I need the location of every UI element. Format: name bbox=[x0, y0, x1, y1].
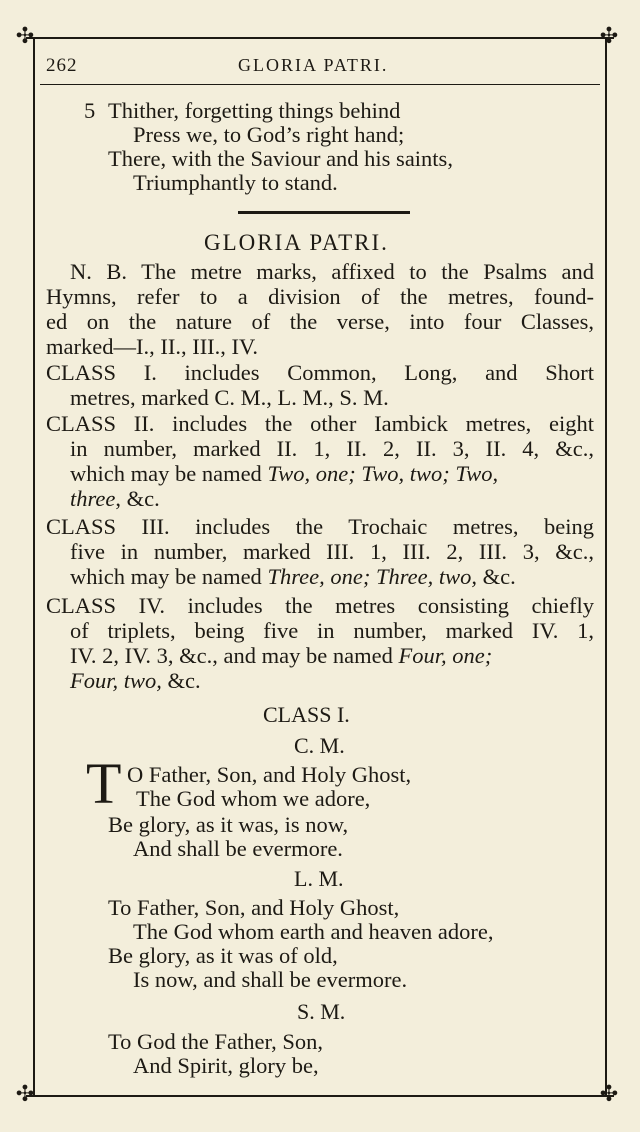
class3-desc-line: CLASS III. includes the Trochaic metres, being bbox=[46, 514, 594, 539]
header-rule bbox=[40, 84, 600, 85]
frame-bottom-rule bbox=[26, 1095, 614, 1097]
metre-heading-cm: C. M. bbox=[294, 733, 345, 758]
metre-heading-lm: L. M. bbox=[294, 866, 344, 891]
corner-ornament-icon: ✣ bbox=[15, 24, 35, 49]
class3-desc-text: which may be named bbox=[70, 564, 268, 589]
class-heading: CLASS I. bbox=[263, 702, 350, 727]
class4-desc-line bbox=[70, 643, 492, 669]
class3-desc-line: five in number, marked III. 1, III. 2, III. 3, &c., bbox=[70, 539, 594, 564]
class3-desc-italic: Three, one; Three, two, bbox=[267, 564, 477, 589]
class2-desc-text: , &c. bbox=[115, 486, 160, 511]
class1-desc-line: metres, marked C. M., L. M., S. M. bbox=[70, 385, 389, 410]
metre-heading-sm: S. M. bbox=[297, 999, 346, 1024]
class2-desc-line: in number, marked II. 1, II. 2, II. 3, II. 4, &c., bbox=[70, 436, 594, 461]
class2-desc-text: which may be named bbox=[70, 461, 268, 486]
doxology-line: Be glory, as it was of old, bbox=[108, 943, 338, 968]
verse-line: Thither, forgetting things behind bbox=[108, 98, 401, 123]
class2-desc-italic: Two, one; Two, two; Two, bbox=[267, 461, 499, 486]
doxology-line: And shall be evermore. bbox=[133, 836, 343, 861]
frame-left-rule bbox=[33, 37, 35, 1095]
verse-line: There, with the Saviour and his saints, bbox=[108, 146, 453, 171]
doxology-line: To God the Father, Son, bbox=[108, 1029, 324, 1054]
doxology-line: The God whom earth and heaven adore, bbox=[133, 919, 494, 944]
doxology-line: Is now, and shall be evermore. bbox=[133, 967, 408, 992]
verse-line: Press we, to God’s right hand; bbox=[133, 122, 405, 147]
doxology-line: To Father, Son, and Holy Ghost, bbox=[108, 895, 400, 920]
class4-desc-text: IV. 2, IV. 3, &c., and may be named bbox=[70, 643, 399, 668]
doxology-line: The God whom we adore, bbox=[136, 786, 371, 811]
section-separator bbox=[238, 211, 410, 214]
class4-desc-italic: Four, one; bbox=[398, 643, 493, 668]
corner-ornament-icon: ✣ bbox=[599, 24, 619, 49]
class2-desc-line: CLASS II. includes the other Iambick metres, eight bbox=[46, 411, 594, 436]
class3-desc-text: &c. bbox=[477, 564, 516, 589]
class4-desc-text: &c. bbox=[161, 668, 201, 693]
note-line: Hymns, refer to a division of the metres, found- bbox=[46, 284, 594, 309]
class2-desc-italic: three bbox=[70, 486, 116, 511]
doxology-line: O Father, Son, and Holy Ghost, bbox=[127, 762, 412, 787]
note-line: marked—I., II., III., IV. bbox=[46, 334, 259, 359]
note-line: N. B. The metre marks, affixed to the Psalms and bbox=[70, 259, 594, 284]
class4-desc-line: CLASS IV. includes the metres consisting chiefly bbox=[46, 593, 594, 618]
page-number: 262 bbox=[46, 55, 78, 76]
class4-desc-line bbox=[70, 668, 201, 694]
frame-right-rule bbox=[605, 37, 607, 1095]
verse-number: 5 bbox=[84, 98, 96, 123]
doxology-line: And Spirit, glory be, bbox=[133, 1053, 319, 1078]
class4-desc-italic: Four, two, bbox=[70, 668, 162, 693]
corner-ornament-icon: ✣ bbox=[15, 1082, 35, 1107]
section-title: GLORIA PATRI. bbox=[204, 230, 389, 255]
corner-ornament-icon: ✣ bbox=[599, 1082, 619, 1107]
verse-line: Triumphantly to stand. bbox=[133, 170, 338, 195]
class2-desc-line bbox=[70, 486, 160, 512]
class4-desc-line: of triplets, being five in number, marked IV. 1, bbox=[70, 618, 594, 643]
frame-top-rule bbox=[26, 37, 614, 39]
drop-cap: T bbox=[86, 751, 122, 816]
running-head: GLORIA PATRI. bbox=[238, 55, 389, 75]
class2-desc-line bbox=[70, 461, 498, 487]
class3-desc-line bbox=[70, 564, 516, 590]
class1-desc-line: CLASS I. includes Common, Long, and Short bbox=[46, 360, 594, 385]
note-line: ed on the nature of the verse, into four Classes, bbox=[46, 309, 594, 334]
doxology-line: Be glory, as it was, is now, bbox=[108, 812, 349, 837]
